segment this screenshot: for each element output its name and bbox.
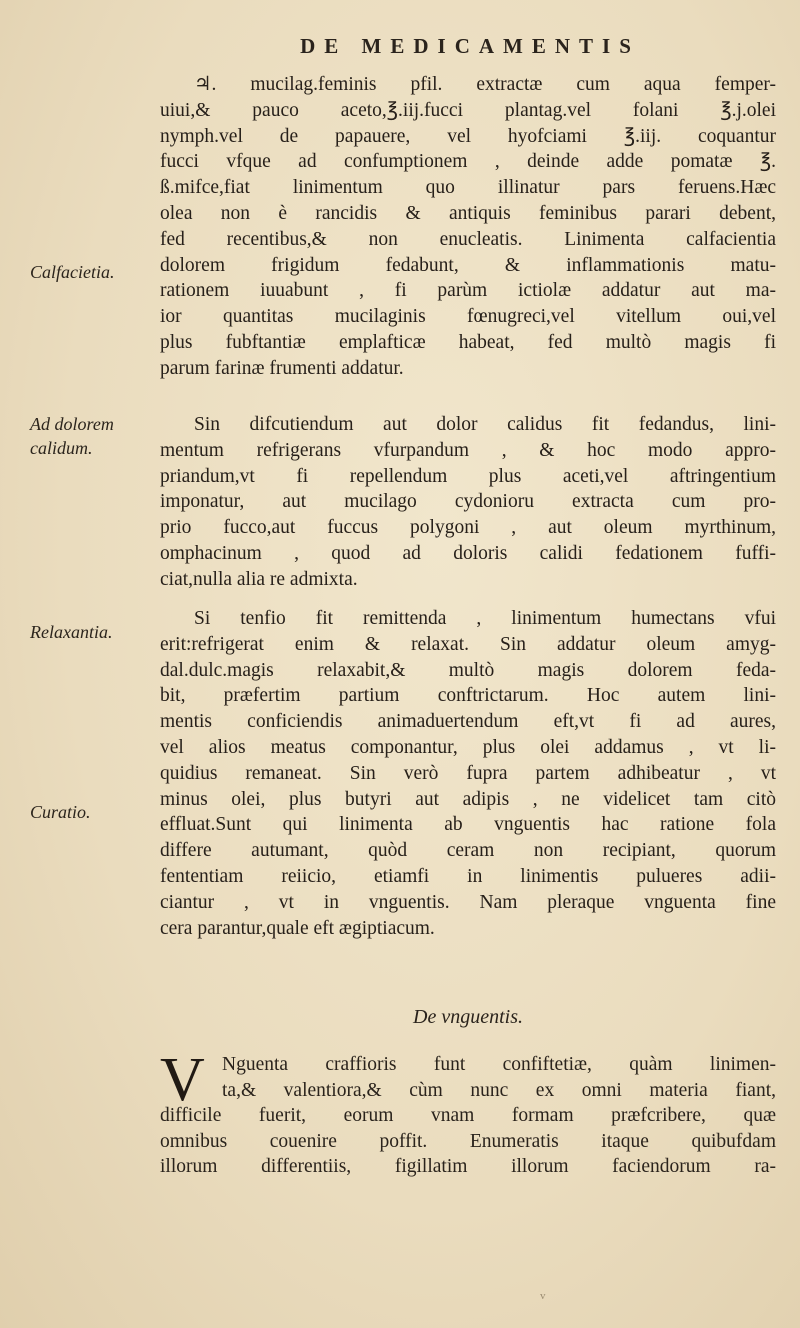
text-line: mentum refrigerans vfurpandum , & hoc modo appro- <box>160 439 776 461</box>
text-line: erit:refrigerat enim & relaxat. Sin addatur oleum amyg- <box>160 633 776 655</box>
text-line: ior quantitas mucilaginis fœnugreci,vel vitellum oui,vel <box>160 306 776 328</box>
paragraph-1 <box>160 72 776 382</box>
text-line: fententiam reiicio, etiamfi in linimentis pulueres adii- <box>160 865 776 887</box>
text-line: quidius remaneat. Sin verò fupra partem adhibeatur , vt <box>160 762 776 784</box>
text-line: omphacinum , quod ad doloris calidi fedationem fuffi- <box>160 542 776 564</box>
text-line: priandum,vt fi repellendum plus aceti,vel aftringentium <box>160 465 776 487</box>
text-line: imponatur, aut mucilago cydonioru extracta cum pro- <box>160 491 776 513</box>
text-line: Sin difcutiendum aut dolor calidus fit fedandus, lini- <box>194 414 776 435</box>
text-line: omnibus couenire poffit. Enumeratis itaque quibufdam <box>160 1130 776 1152</box>
section-heading: De vnguentis. <box>413 1006 523 1028</box>
margin-note-curatio: Curatio. <box>30 802 91 822</box>
text-line: dal.dulc.magis relaxabit,& multò magis dolorem feda- <box>160 659 776 681</box>
margin-note-ad-dolorem-line-2: calidum. <box>30 438 93 458</box>
text-line: ciat,nulla alia re admixta. <box>160 568 358 590</box>
text-line: uiui,& pauco aceto,℥.iij.fucci plantag.vel folani ℥.j.olei <box>160 99 776 121</box>
text-line: ciantur , vt in vnguentis. Nam pleraque vnguenta fine <box>160 891 776 913</box>
text-line: minus olei, plus butyri aut adipis , ne videlicet tam citò <box>160 788 776 810</box>
paragraph-3 <box>160 606 776 941</box>
stray-mark: v <box>540 1290 546 1302</box>
text-line: olea non è rancidis & antiquis feminibus parari debent, <box>160 202 776 224</box>
text-line: vel alios meatus componantur, plus olei addamus , vt li- <box>160 736 776 758</box>
text-line: cera parantur,quale eft ægiptiacum. <box>160 917 435 939</box>
paragraph-2 <box>160 412 776 593</box>
margin-note-ad-dolorem <box>30 412 114 460</box>
text-line: ß.mifce,fiat linimentum quo illinatur pars feruens.Hæc <box>160 177 776 199</box>
text-line: Si tenfio fit remittenda , linimentum humectans vfui <box>194 608 776 629</box>
text-line: mentis conficiendis animaduertendum eft,vt fi ad aures, <box>160 711 776 733</box>
text-line: rationem iuuabunt , fi parùm ictiolæ addatur aut ma- <box>160 280 776 302</box>
margin-note-calfacientia: Calfacietia. <box>30 262 115 282</box>
text-line: Nguenta craffioris funt confiftetiæ, quàm linimen- <box>222 1054 776 1075</box>
section-2-text <box>160 1046 776 1180</box>
text-line: illorum differentiis, figillatim illorum faciendorum ra- <box>160 1156 776 1177</box>
text-line: bit, præfertim partium conftrictarum. Hoc autem lini- <box>160 685 776 707</box>
text-line: dolorem frigidum fedabunt, & inflammationis matu- <box>160 254 776 276</box>
drop-initial: V <box>160 1046 205 1114</box>
text-line: effluat.Sunt qui linimenta ab vnguentis hac ratione fola <box>160 814 776 836</box>
text-line: nymph.vel de papauere, vel hyofciami ℥.iij. coquantur <box>160 125 776 147</box>
text-line: ♃. mucilag.feminis pfil. extractæ cum aqua femper- <box>194 74 776 95</box>
text-line: prio fucco,aut fuccus polygoni , aut oleum myrthinum, <box>160 517 776 539</box>
text-line: fucci vfque ad confumptionem , deinde adde pomatæ ℥. <box>160 151 776 173</box>
text-line: difficile fuerit, eorum vnam formam præfcribere, quæ <box>160 1105 776 1126</box>
margin-note-relaxantia: Relaxantia. <box>30 622 113 642</box>
text-line: fed recentibus,& non enucleatis. Linimenta calfacientia <box>160 228 776 250</box>
text-line: ta,& valentiora,& cùm nunc ex omni materia fiant, <box>222 1079 776 1101</box>
margin-note-ad-dolorem-line-1: Ad dolorem <box>30 414 114 434</box>
text-line: parum farinæ frumenti addatur. <box>160 357 404 379</box>
running-title: DE MEDICAMENTIS <box>300 34 640 58</box>
text-line: plus fubftantiæ emplafticæ habeat, fed multò magis fi <box>160 331 776 353</box>
text-line: differe autumant, quòd ceram non recipiant, quorum <box>160 840 776 862</box>
